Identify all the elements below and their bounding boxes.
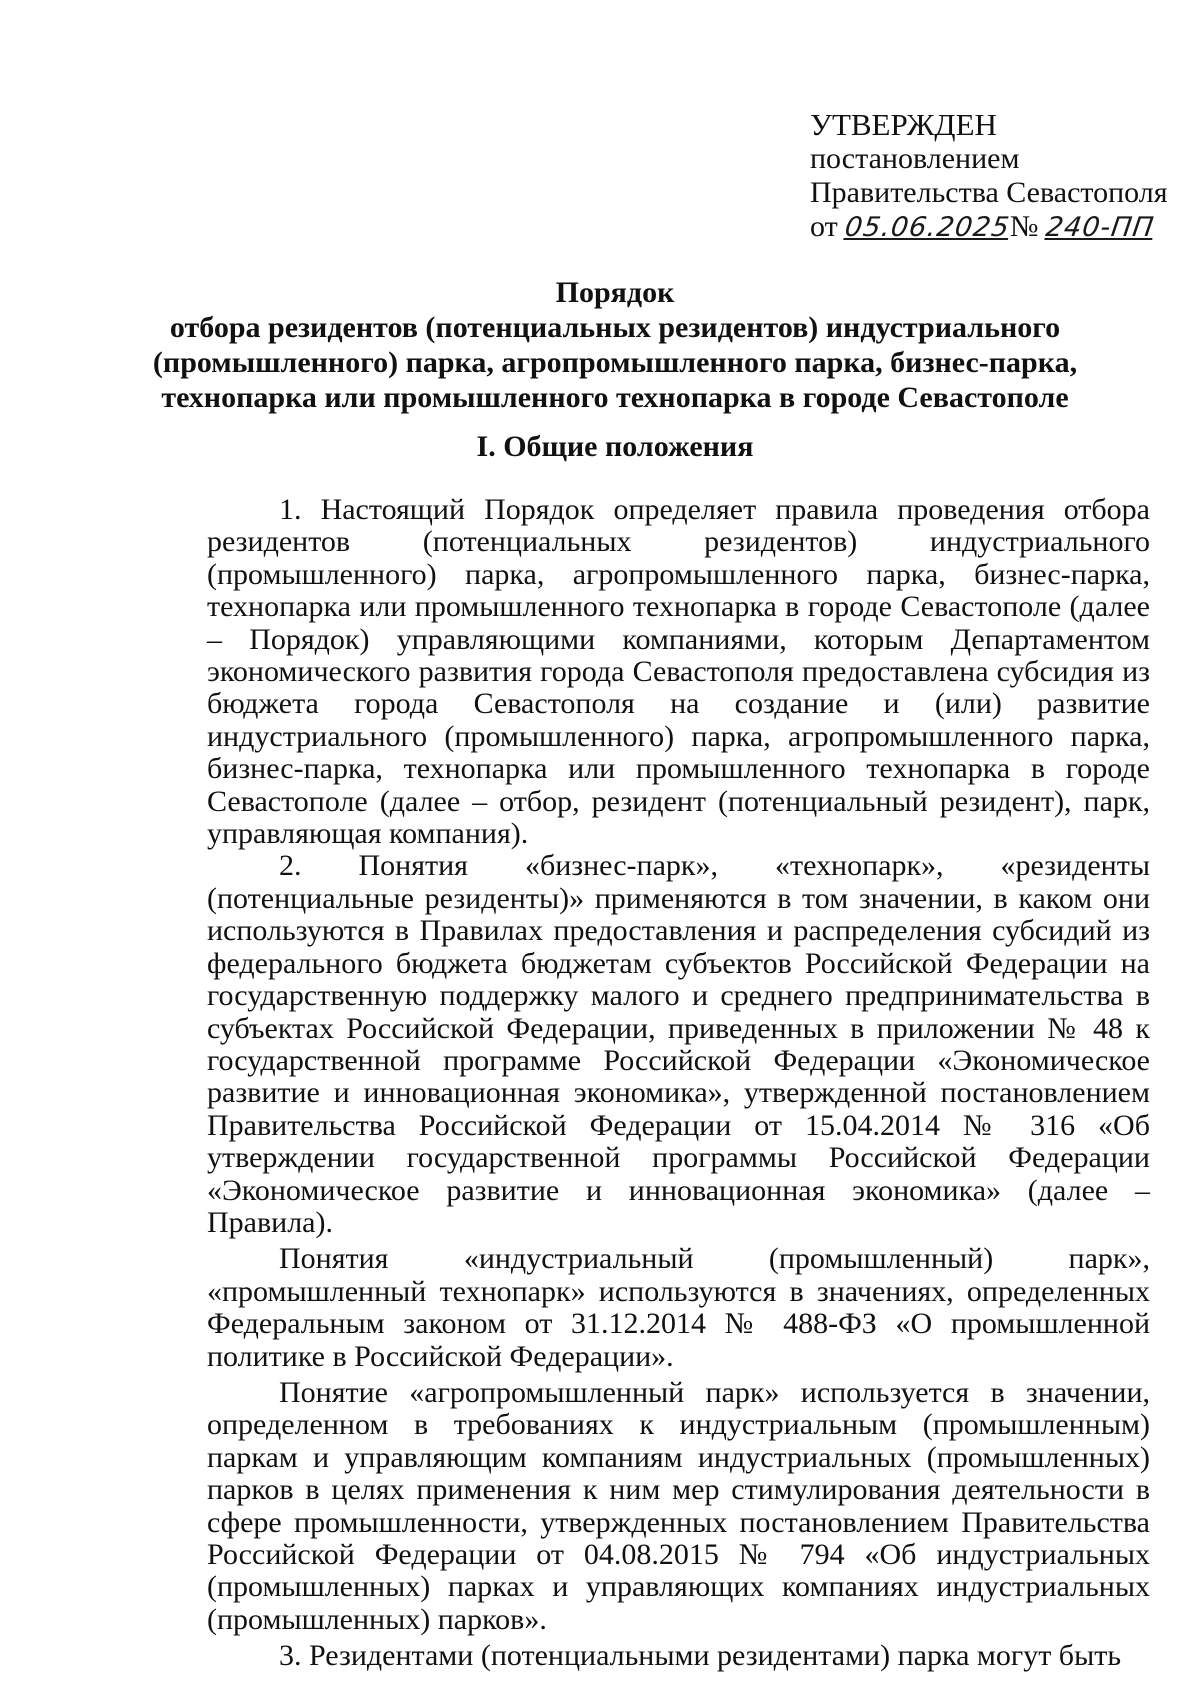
section-title: I. Общие положения (476, 430, 754, 463)
heading-subtitle: отбора резидентов (потенциальных резидентов) индустриального (промышленного) парка, агропромышленного парка, бизнес-парка, технопарка или промышленного технопарка в городе Севастополе (152, 311, 1078, 414)
paragraph-3: 3. Резидентами (потенциальными резидентами) парка могут быть (279, 1639, 1122, 1673)
handwritten-date: 05.06.2025 (843, 212, 1013, 243)
approval-line-resolution: постановлением (810, 142, 1020, 175)
approval-line-government: Правительства Севастополя (810, 176, 1168, 209)
paragraph-2-industrial-park: Понятия «индустриальный (промышленный) парк», «промышленный технопарк» используются в значениях, определенных Федеральным законом от 31.12.2014 № 488-ФЗ «О промышленной политике в Российской Федерации». (207, 1242, 1150, 1373)
number-sign: № (1009, 210, 1039, 243)
date-prefix: от (810, 210, 838, 243)
approval-block (810, 108, 1180, 245)
handwritten-number: 240-ПП (1043, 212, 1157, 243)
paragraph-2-agro-park: Понятие «агропромышленный парк» используется в значении, определенном в требованиях к индустриальным (промышленным) паркам и управляющим компаниям индустриальных (промышленных) парков в целях применения к ним мер стимулирования деятельности в сфере промышленности, утвержденных постановлением Правительства Российской Федерации от 04.08.2015 № 794 «Об индустриальных (промышленных) парках и управляющих компаниях индустриальных (промышленных) парков». (207, 1375, 1150, 1636)
approval-date-line (810, 210, 1180, 245)
heading-title: Порядок (555, 276, 675, 309)
document-heading (150, 275, 1080, 415)
body-text (207, 494, 1150, 1673)
paragraph-1: 1. Настоящий Порядок определяет правила проведения отбора резидентов (потенциальных резидентов) индустриального (промышленного) парка, агропромышленного парка, бизнес-парка, технопарка или промышленного технопарка в городе Севастополе (далее – Порядок) управляющими компаниями, которым Департаментом экономического развития города Севастополя предоставлена субсидия из бюджета города Севастополя на создание и (или) развитие индустриального (промышленного) парка, агропромышленного парка, бизнес-парка, технопарка или промышленного технопарка в городе Севастополе (далее – отбор, резидент (потенциальный резидент), парк, управляющая компания). (207, 493, 1150, 851)
paragraph-2: 2. Понятия «бизнес-парк», «технопарк», «резиденты (потенциальные резиденты)» применяются в том значении, в каком они используются в Правилах предоставления и распределения субсидий из федерального бюджета бюджетам субъектов Российской Федерации на государственную поддержку малого и среднего предпринимательства в субъектах Российской Федерации, приведенных в приложении № 48 к государственной программе Российской Федерации «Экономическое развитие и инновационная экономика», утвержденной постановлением Правительства Российской Федерации от 15.04.2014 № 316 «Об утверждении государственной программы Российской Федерации «Экономическое развитие и инновационная экономика» (далее – Правила). (207, 849, 1150, 1239)
approval-title: УТВЕРЖДЕН (810, 107, 997, 142)
